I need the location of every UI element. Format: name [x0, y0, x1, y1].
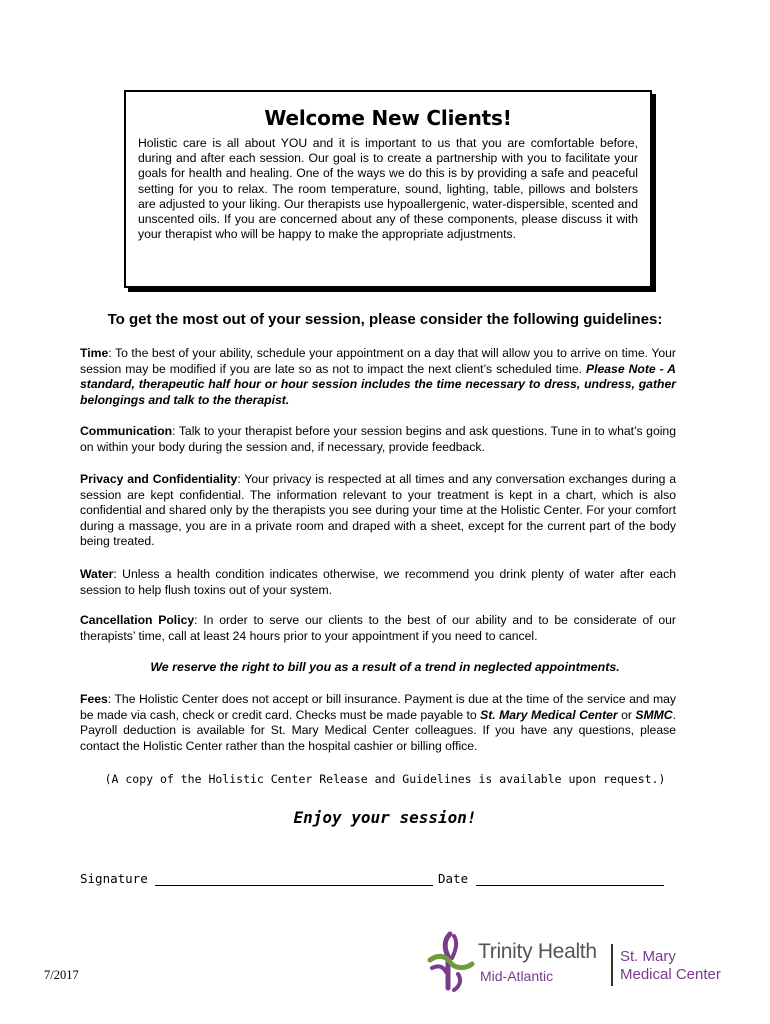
section-fees-payee-abbr: SMMC	[635, 707, 673, 722]
section-fees-payee: St. Mary Medical Center	[480, 707, 618, 722]
section-cancellation-text: : In order to serve our clients to the best of our ability and to be considerate of our therapists’ time, call at least 24 hours prior to your appointment if you need to cancel.	[80, 613, 676, 643]
signature-line[interactable]	[80, 871, 433, 886]
section-cancellation	[80, 613, 676, 644]
section-fees-label: Fees	[80, 692, 108, 706]
section-cancellation-label: Cancellation Policy	[80, 613, 195, 627]
section-water-text: : Unless a health condition indicates otherwise, we recommend you drink plenty of water after each session to help flush toxins out of your system.	[80, 567, 676, 597]
date-line[interactable]	[438, 871, 664, 886]
section-communication-text: : Talk to your therapist before your session begins and ask questions. Tune in to what’s going on within your body during the session and, if necessary, provide feedback.	[80, 424, 676, 454]
logo-main-text: Trinity Health	[478, 940, 597, 963]
section-privacy	[80, 472, 676, 550]
section-time-label: Time	[80, 346, 109, 360]
logo-divider	[611, 944, 613, 986]
logo-sub-text: Mid-Atlantic	[480, 968, 554, 984]
date-label: Date	[438, 871, 469, 886]
enjoy-message: Enjoy your session!	[293, 808, 477, 827]
section-privacy-label: Privacy and Confidentiality	[80, 472, 238, 486]
section-fees-text-3: . Payroll deduction is available for St. Mary Medical Center colleagues. If you have any questions, please contact the Holistic Center rather than the hospital cashier or billing office.	[80, 707, 676, 753]
revision-date: 7/2017	[44, 968, 79, 982]
section-privacy-text: : Your privacy is respected at all times and any conversation exchanges during a session are kept confidential. The information relevant to your treatment is kept in a chart, which is also confidential and shared only by the therapists you see during your time at the Holistic Center. For your comfort during a massage, you are in a private room and draped with a sheet, except for the current part of the body being treated.	[80, 472, 677, 549]
logo-right-line-2: Medical Center	[620, 966, 721, 983]
signature-field[interactable]	[155, 873, 433, 886]
section-fees-text-2: or	[617, 707, 636, 722]
section-time	[80, 346, 676, 408]
section-fees	[80, 692, 676, 754]
welcome-title: Welcome New Clients!	[264, 106, 512, 130]
section-time-note: Please Note - A standard, therapeutic half hour or hour session includes the time necessary to dress, undress, gather belongings and talk to the therapist.	[80, 361, 676, 407]
section-time-text: : To the best of your ability, schedule your appointment on a day that will allow you to arrive on time. Your session may be modified if you are late so as not to impact the next client’s scheduled time.	[80, 346, 676, 376]
logo-right-line-1: St. Mary	[620, 948, 676, 965]
section-water-label: Water	[80, 567, 114, 581]
copy-note: (A copy of the Holistic Center Release and Guidelines is available upon request.)	[104, 772, 666, 786]
section-water	[80, 567, 676, 598]
welcome-box	[124, 90, 652, 288]
reserve-note: We reserve the right to bill you as a result of a trend in neglected appointments.	[150, 660, 620, 674]
guidelines-title: To get the most out of your session, please consider the following guidelines:	[107, 311, 663, 328]
section-communication	[80, 424, 676, 455]
welcome-body: Holistic care is all about YOU and it is important to us that you are comfortable before, during and after each session. Our goal is to create a partnership with you to facilitate your goals for health and healing. One of the ways we do this is by providing a safe and peaceful setting for you to relax. The room temperature, sound, lighting, table, pillows and bolsters are adjusted to your liking. Our therapists use hypoallergenic, water-dispersible, scented and unscented oils. If you are concerned about any of these components, please discuss it with your therapist who will be happy to make the appropriate adjustments.	[138, 136, 638, 242]
section-fees-text-1: : The Holistic Center does not accept or bill insurance. Payment is due at the time of the service and may be made via cash, check or credit card. Checks must be made payable to	[80, 692, 676, 722]
trinity-health-logo	[424, 930, 744, 992]
date-field[interactable]	[476, 873, 664, 886]
cross-logo-icon	[424, 930, 476, 992]
signature-label: Signature	[80, 871, 148, 886]
section-communication-label: Communication	[80, 424, 173, 438]
